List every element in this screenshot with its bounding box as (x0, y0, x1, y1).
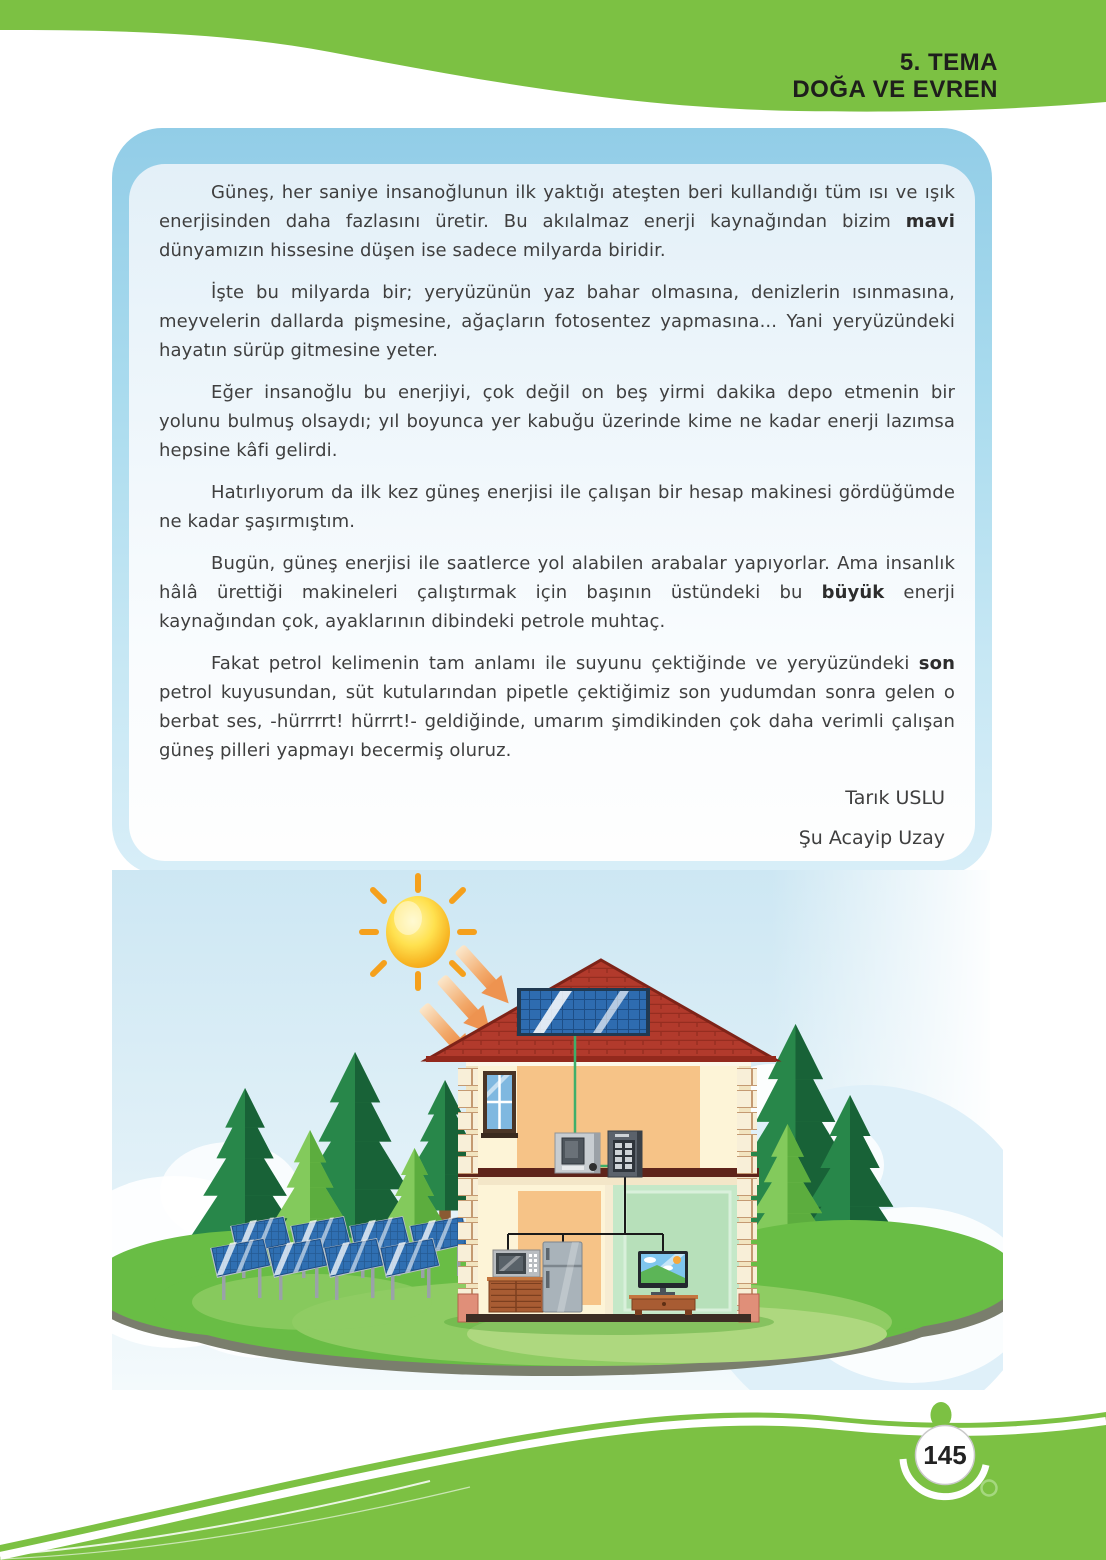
window (481, 1071, 518, 1138)
article-text (159, 178, 955, 853)
refrigerator (543, 1242, 582, 1312)
article-paragraphs (159, 178, 955, 765)
page-header (792, 49, 998, 103)
theme-number: 5. TEMA (899, 49, 998, 76)
roof-solar-panel (517, 988, 650, 1036)
badge-dot-icon (931, 1402, 952, 1428)
attribution-line: Şu Acayip Uzay (798, 827, 945, 849)
page-number: 145 (923, 1440, 967, 1470)
solar-house-illustration (112, 870, 1003, 1390)
paragraph: Bugün, güneş enerjisi ile saatlerce yol alabilen arabalar yapıyorlar. Ama insanlık hâlâ ürettiği makineleri çalıştırmak için başının üstündeki bu büyük enerji kaynağından çok, ayaklarının dibindeki petrole muhtaç. (159, 553, 955, 632)
breaker-panel (608, 1131, 642, 1177)
paragraph: Hatırlıyorum da ilk kez güneş enerjisi ile çalışan bir hesap makinesi gördüğümde ne kadar şaşırmıştım. (159, 482, 955, 532)
reading-box (129, 164, 975, 861)
quoin-blocks (458, 1066, 478, 1316)
attribution-line: Tarık USLU (845, 787, 945, 809)
inverter (555, 1133, 600, 1173)
sun-icon (362, 876, 474, 988)
paragraph: İşte bu milyarda bir; yeryüzünün yaz bahar olmasına, denizlerin ısınmasına, meyvelerin dallarda pişmesine, ağaçların fotosentez yapmasına... Yani yeryüzündeki hayatın sürüp gitmesine yeter. (159, 282, 955, 361)
microwave (493, 1250, 540, 1277)
theme-title: DOĞA VE EVREN (792, 76, 998, 103)
cabinet (487, 1277, 545, 1312)
paragraph: Güneş, her saniye insanoğlunun ilk yaktığı ateşten beri kullandığı tüm ısı ve ışık enerjisinden daha fazlasını üretir. Bu akılalmaz enerji kaynağından bizim mavi dünyamızın hissesine düşen ise sadece milyarda biridir. (159, 182, 955, 261)
paragraph: Eğer insanoğlu bu enerjiyi, çok değil on beş yirmi dakika depo etmenin bir yolunu bulmuş olsaydı; yıl boyunca yer kabuğu üzerinde kime ne kadar enerji lazımsa hepsine kâfi gelirdi. (159, 382, 955, 461)
paragraph: Fakat petrol kelimenin tam anlamı ile suyunu çektiğinde ve yeryüzündeki son petrol kuyusundan, süt kutularından pipetle çektiğimiz son yudumdan sonra gelen o berbat ses, -hürrrrt! hürrrt!- geldiğinde, umarım şimdikinden çok daha verimli çalışan güneş pilleri yapmayı becermiş oluruz. (159, 653, 955, 761)
quoin-blocks (737, 1066, 757, 1316)
footer-wave-decoration (0, 1395, 1106, 1560)
reading-box-frame (112, 128, 992, 875)
